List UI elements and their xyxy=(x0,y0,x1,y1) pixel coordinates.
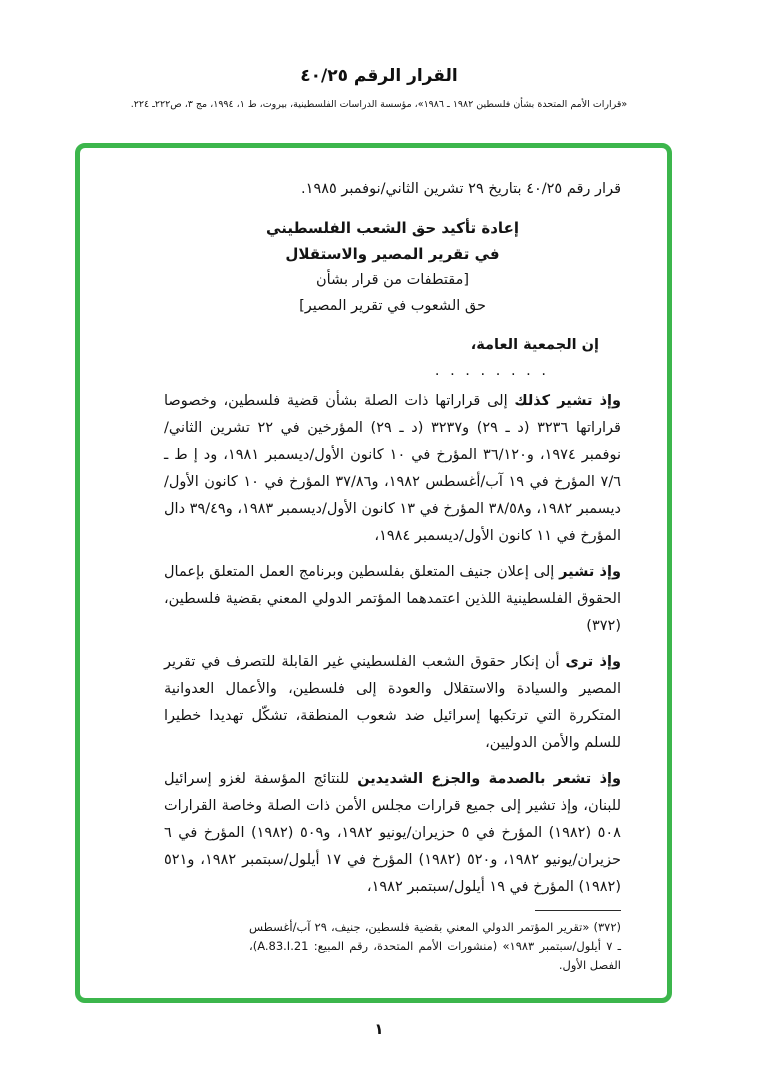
preamble-paragraph-1 xyxy=(164,388,621,550)
paragraph-lead: وإذ تشير كذلك xyxy=(514,393,621,409)
heading-line-4: حق الشعوب في تقرير المصير] xyxy=(299,298,486,314)
footnote-body: «تقرير المؤتمر الدولي المعني بقضية فلسطين، جنيف، ٢٩ آب/أغسطس ـ ٧ أيلول/سبتمبر ١٩٨٣» (منشورات الأمم المتحدة، رقم المبيع: A.83.I.21)، الفصل الأول. xyxy=(249,920,621,972)
paragraph-text: للنتائج المؤسفة لغزو إسرائيل للبنان، وإذ تشير إلى جميع قرارات مجلس الأمن ذات الصلة وخاصة القرارات ٥٠٨ (١٩٨٢) المؤرخ في ٥ حزيران/يونيو ١٩٨٢، و٥٠٩ (١٩٨٢) المؤرخ في ٦ حزيران/يونيو ١٩٨٢، و٥٢٠ (١٩٨٢) المؤرخ في ١٧ أيلول/سبتمبر ١٩٨٢، و٥٢١ (١٩٨٢) المؤرخ في ١٩ أيلول/سبتمبر ١٩٨٢، xyxy=(164,771,622,895)
source-citation: «قرارات الأمم المتحدة بشأن فلسطين ١٩٨٢ ـ ١٩٨٦»، مؤسسة الدراسات الفلسطينية، بيروت، ط ١، ١٩٩٤، مج ٣، ص٢٢٢ـ ٢٢٤. xyxy=(130,99,628,110)
paragraph-lead: وإذ ترى xyxy=(565,654,621,670)
heading-line-1: إعادة تأكيد حق الشعب الفلسطيني xyxy=(266,219,519,237)
assembly-opening: إن الجمعية العامة، xyxy=(470,337,599,353)
footnote-marker: (٣٧٢) xyxy=(593,920,621,934)
paragraph-lead: وإذ تشعر بالصدمة والجزع الشديدين xyxy=(357,771,621,787)
green-frame xyxy=(75,143,672,1003)
ellipsis-dots: . . . . . . . . xyxy=(434,363,549,379)
footnote-rule xyxy=(535,910,621,911)
resolution-date-line: قرار رقم ٤٠/٢٥ بتاريخ ٢٩ تشرين الثاني/نوفمبر ١٩٨٥. xyxy=(301,181,621,197)
paragraph-lead: وإذ تشير xyxy=(559,564,621,580)
paragraph-text: أن إنكار حقوق الشعب الفلسطيني غير القابلة للتصرف في تقرير المصير والسيادة والاستقلال والعودة إلى فلسطين، والأعمال العدوانية المتكررة التي ترتكبها إسرائيل ضد شعوب المنطقة، تشكّل تهديدا خطيرا للسلم والأمن الدوليين، xyxy=(164,654,621,751)
paragraph-text: إلى قراراتها ذات الصلة بشأن قضية فلسطين، وخصوصا قراراتها ٣٢٣٦ (د ـ ٢٩) و٣٢٣٧ (د ـ ٢٩) المؤرخين في ٢٢ تشرين الثاني/نوفمبر ١٩٧٤، و٣٦/١٢٠ المؤرخ في ١٠ كانون الأول/ديسمبر ١٩٨١، ود إ ط ـ ٧/٦ المؤرخ في ١٩ آب/أغسطس ١٩٨٢، و٣٧/٨٦ المؤرخ في ١٠ كانون الأول/ديسمبر ١٩٨٢، و٣٨/٥٨ المؤرخ في ١٣ كانون الأول/ديسمبر ١٩٨٣، و٣٩/٤٩ دال المؤرخ في ١١ كانون الأول/ديسمبر ١٩٨٤، xyxy=(164,393,622,544)
preamble-paragraph-4 xyxy=(164,766,621,901)
preamble-paragraph-2 xyxy=(164,559,621,640)
footnote-text xyxy=(249,918,621,975)
heading-line-2: في تقرير المصير والاستقلال xyxy=(285,245,500,263)
page-title: القرار الرقم ٤٠/٢٥ xyxy=(300,66,458,86)
resolution-heading xyxy=(164,215,621,319)
footnote xyxy=(164,910,621,975)
paragraph-text: إلى إعلان جنيف المتعلق بفلسطين وبرنامج العمل المتعلق بإعمال الحقوق الفلسطينية اللذين اعتمدهما المؤتمر الدولي المعني بقضية فلسطين،(٣٧٢) xyxy=(164,564,621,634)
preamble-paragraph-3 xyxy=(164,649,621,757)
page-number: ١ xyxy=(374,1020,384,1038)
heading-line-3: [مقتطفات من قرار بشأن xyxy=(315,272,470,288)
